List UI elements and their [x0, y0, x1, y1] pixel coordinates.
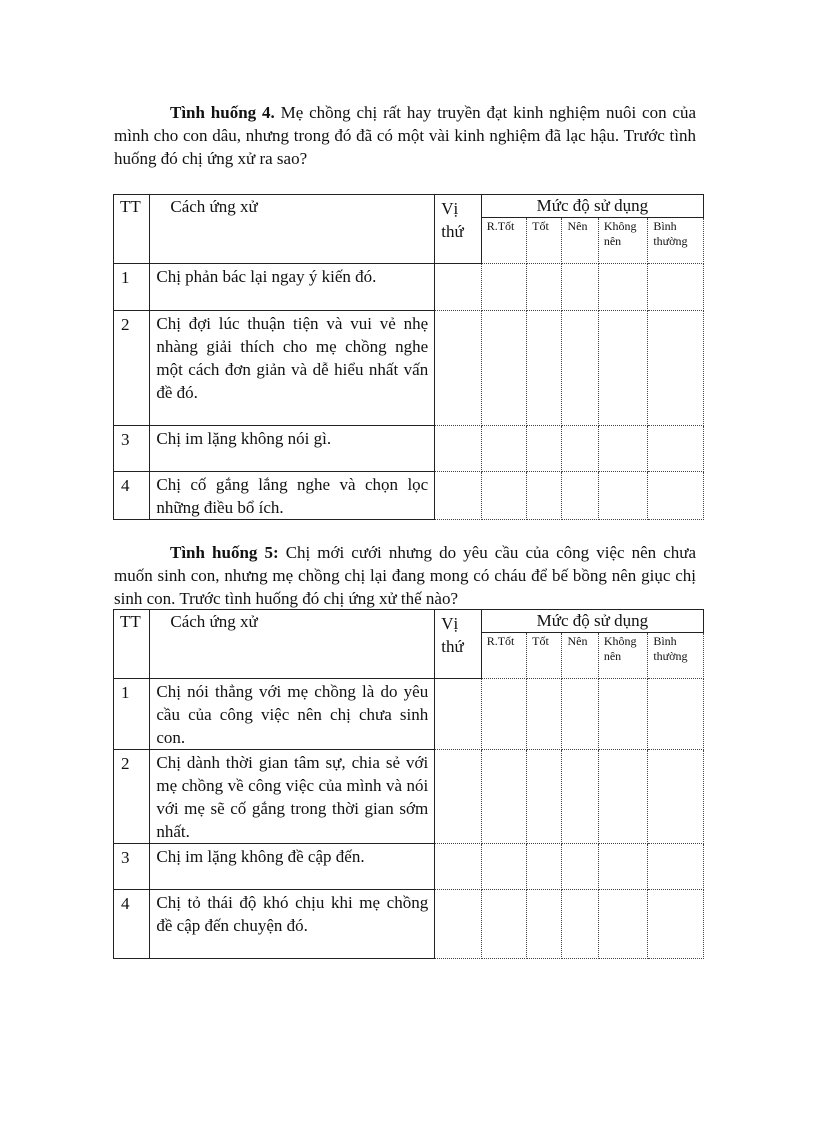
level-good: Tốt — [527, 633, 562, 679]
level-cell[interactable] — [562, 264, 598, 311]
table-header-row — [114, 195, 704, 218]
level-cell[interactable] — [527, 264, 562, 311]
level-should: Nên — [562, 218, 598, 264]
row-behavior: Chị nói thẳng với mẹ chồng là do yêu cầu của công việc nên chị chưa sinh con. — [150, 679, 435, 750]
header-usage-level: Mức độ sử dụng — [481, 610, 703, 633]
row-behavior: Chị phản bác lại ngay ý kiến đó. — [150, 264, 435, 311]
rank-cell[interactable] — [435, 890, 481, 959]
situation-5-table — [113, 609, 704, 959]
level-cell[interactable] — [598, 264, 647, 311]
level-cell[interactable] — [562, 472, 598, 520]
level-cell[interactable] — [598, 472, 647, 520]
level-very-good: R.Tốt — [481, 633, 526, 679]
situation-4-table — [113, 194, 704, 520]
row-behavior: Chị tỏ thái độ khó chịu khi mẹ chồng đề cập đến chuyện đó. — [150, 890, 435, 959]
situation-5-paragraph — [114, 541, 696, 610]
level-very-good: R.Tốt — [481, 218, 526, 264]
row-number: 4 — [114, 472, 150, 520]
level-cell[interactable] — [481, 264, 526, 311]
table-header-row — [114, 610, 704, 633]
table-row — [114, 264, 704, 311]
level-normal: Bình thường — [648, 633, 704, 679]
level-cell[interactable] — [481, 750, 526, 844]
row-number: 2 — [114, 311, 150, 426]
row-behavior: Chị im lặng không đề cập đến. — [150, 844, 435, 890]
level-cell[interactable] — [527, 426, 562, 472]
level-cell[interactable] — [648, 679, 704, 750]
row-number: 1 — [114, 264, 150, 311]
header-rank-line2: thứ — [441, 222, 464, 241]
level-cell[interactable] — [648, 890, 704, 959]
situation-5-title: Tình huống 5: — [170, 543, 279, 562]
level-should-not: Không nên — [598, 633, 647, 679]
level-cell[interactable] — [598, 311, 647, 426]
row-behavior: Chị cố gắng lắng nghe và chọn lọc những điều bổ ích. — [150, 472, 435, 520]
level-cell[interactable] — [481, 890, 526, 959]
level-cell[interactable] — [598, 426, 647, 472]
row-number: 2 — [114, 750, 150, 844]
level-cell[interactable] — [527, 311, 562, 426]
level-cell[interactable] — [562, 426, 598, 472]
level-cell[interactable] — [648, 311, 704, 426]
rank-cell[interactable] — [435, 844, 481, 890]
level-cell[interactable] — [527, 750, 562, 844]
level-cell[interactable] — [527, 679, 562, 750]
rank-cell[interactable] — [435, 311, 481, 426]
level-cell[interactable] — [481, 426, 526, 472]
level-cell[interactable] — [598, 679, 647, 750]
row-number: 1 — [114, 679, 150, 750]
level-cell[interactable] — [527, 844, 562, 890]
level-normal: Bình thường — [648, 218, 704, 264]
row-behavior: Chị đợi lúc thuận tiện và vui vẻ nhẹ nhàng giải thích cho mẹ chồng nghe một cách đơn giản và dễ hiểu nhất vấn đề đó. — [150, 311, 435, 426]
header-tt: TT — [114, 610, 150, 679]
table-row — [114, 890, 704, 959]
header-behavior: Cách ứng xử — [150, 610, 435, 679]
header-usage-level: Mức độ sử dụng — [481, 195, 703, 218]
level-cell[interactable] — [527, 472, 562, 520]
situation-4-title: Tình huống 4. — [170, 103, 275, 122]
level-cell[interactable] — [648, 426, 704, 472]
level-cell[interactable] — [481, 472, 526, 520]
rank-cell[interactable] — [435, 426, 481, 472]
table-row — [114, 472, 704, 520]
table-row — [114, 750, 704, 844]
level-cell[interactable] — [648, 264, 704, 311]
row-behavior: Chị im lặng không nói gì. — [150, 426, 435, 472]
level-cell[interactable] — [481, 679, 526, 750]
level-should: Nên — [562, 633, 598, 679]
level-cell[interactable] — [481, 311, 526, 426]
level-cell[interactable] — [648, 844, 704, 890]
situation-5-text: Chị mới cưới nhưng do yêu cầu của công việc nên chưa muốn sinh con, nhưng mẹ chồng chị lại đang mong có cháu để bế bồng nên giục chị sinh con. Trước tình huống đó chị ứng xử thế nào? — [114, 543, 696, 608]
level-should-not: Không nên — [598, 218, 647, 264]
level-cell[interactable] — [648, 750, 704, 844]
situation-4-paragraph — [114, 101, 696, 170]
level-cell[interactable] — [481, 844, 526, 890]
table-row — [114, 844, 704, 890]
table-row — [114, 426, 704, 472]
row-number: 3 — [114, 426, 150, 472]
level-cell[interactable] — [562, 311, 598, 426]
header-rank — [435, 610, 481, 679]
level-cell[interactable] — [598, 750, 647, 844]
rank-cell[interactable] — [435, 750, 481, 844]
level-cell[interactable] — [598, 890, 647, 959]
header-rank-line2: thứ — [441, 637, 464, 656]
level-cell[interactable] — [562, 844, 598, 890]
header-tt: TT — [114, 195, 150, 264]
rank-cell[interactable] — [435, 472, 481, 520]
header-behavior: Cách ứng xử — [150, 195, 435, 264]
rank-cell[interactable] — [435, 264, 481, 311]
level-cell[interactable] — [598, 844, 647, 890]
row-number: 4 — [114, 890, 150, 959]
level-cell[interactable] — [648, 472, 704, 520]
table-row — [114, 679, 704, 750]
row-behavior: Chị dành thời gian tâm sự, chia sẻ với mẹ chồng về công việc của mình và nói với mẹ sẽ cố gắng trong thời gian sớm nhất. — [150, 750, 435, 844]
situation-4-text: Mẹ chồng chị rất hay truyền đạt kinh nghiệm nuôi con của mình cho con dâu, nhưng trong đó đã có một vài kinh nghiệm đã lạc hậu. Trước tình huống đó chị ứng xử ra sao? — [114, 103, 697, 168]
level-cell[interactable] — [562, 679, 598, 750]
header-rank-line1: Vị — [441, 199, 459, 218]
level-cell[interactable] — [562, 750, 598, 844]
level-cell[interactable] — [562, 890, 598, 959]
level-cell[interactable] — [527, 890, 562, 959]
level-good: Tốt — [527, 218, 562, 264]
header-rank-line1: Vị — [441, 614, 459, 633]
rank-cell[interactable] — [435, 679, 481, 750]
header-rank — [435, 195, 481, 264]
table-row — [114, 311, 704, 426]
row-number: 3 — [114, 844, 150, 890]
